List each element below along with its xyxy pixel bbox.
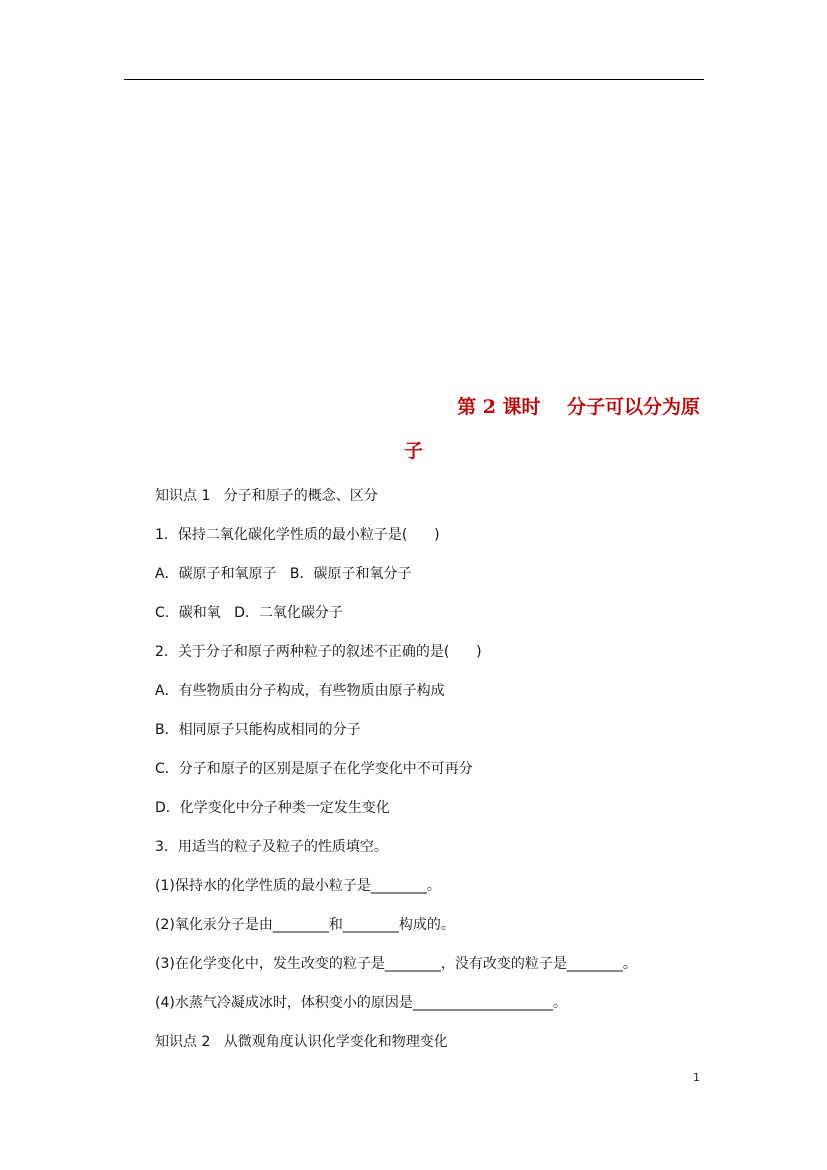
document-body [155,487,715,1072]
question-2-option-a: A．有些物质由分子构成，有些物质由原子构成 [155,683,445,699]
question-3-part-3: (3)在化学变化中，发生改变的粒子是________，没有改变的粒子是________。 [155,956,637,972]
question-1-options-ab: A．碳原子和氧原子 B．碳原子和氧分子 [155,566,412,582]
question-1: 1．保持二氧化碳化学性质的最小粒子是( ) [155,527,440,543]
question-3-part-2: (2)氧化汞分子是由________和________构成的。 [155,917,455,933]
lesson-title-continued: 子 [404,440,424,462]
question-2: 2．关于分子和原子两种粒子的叙述不正确的是( ) [155,644,482,660]
lesson-title: 第 2 课时 分子可以分为原 [457,396,700,418]
question-1-options-cd: C．碳和氧 D．二氧化碳分子 [155,605,343,621]
question-3-part-4: (4)水蒸气冷凝成冰时，体积变小的原因是____________________。 [155,995,567,1011]
question-3: 3．用适当的粒子及粒子的性质填空。 [155,839,388,855]
page-number: 1 [693,1071,700,1084]
header-rule [124,79,704,80]
section-heading-2: 知识点 2 从微观角度认识化学变化和物理变化 [155,1034,448,1050]
question-2-option-c: C．分子和原子的区别是原子在化学变化中不可再分 [155,761,473,777]
question-2-option-b: B．相同原子只能构成相同的分子 [155,722,361,738]
question-2-option-d: D．化学变化中分子种类一定发生变化 [155,800,390,816]
question-3-part-1: (1)保持水的化学性质的最小粒子是________。 [155,878,441,894]
section-heading-1: 知识点 1 分子和原子的概念、区分 [155,488,378,504]
